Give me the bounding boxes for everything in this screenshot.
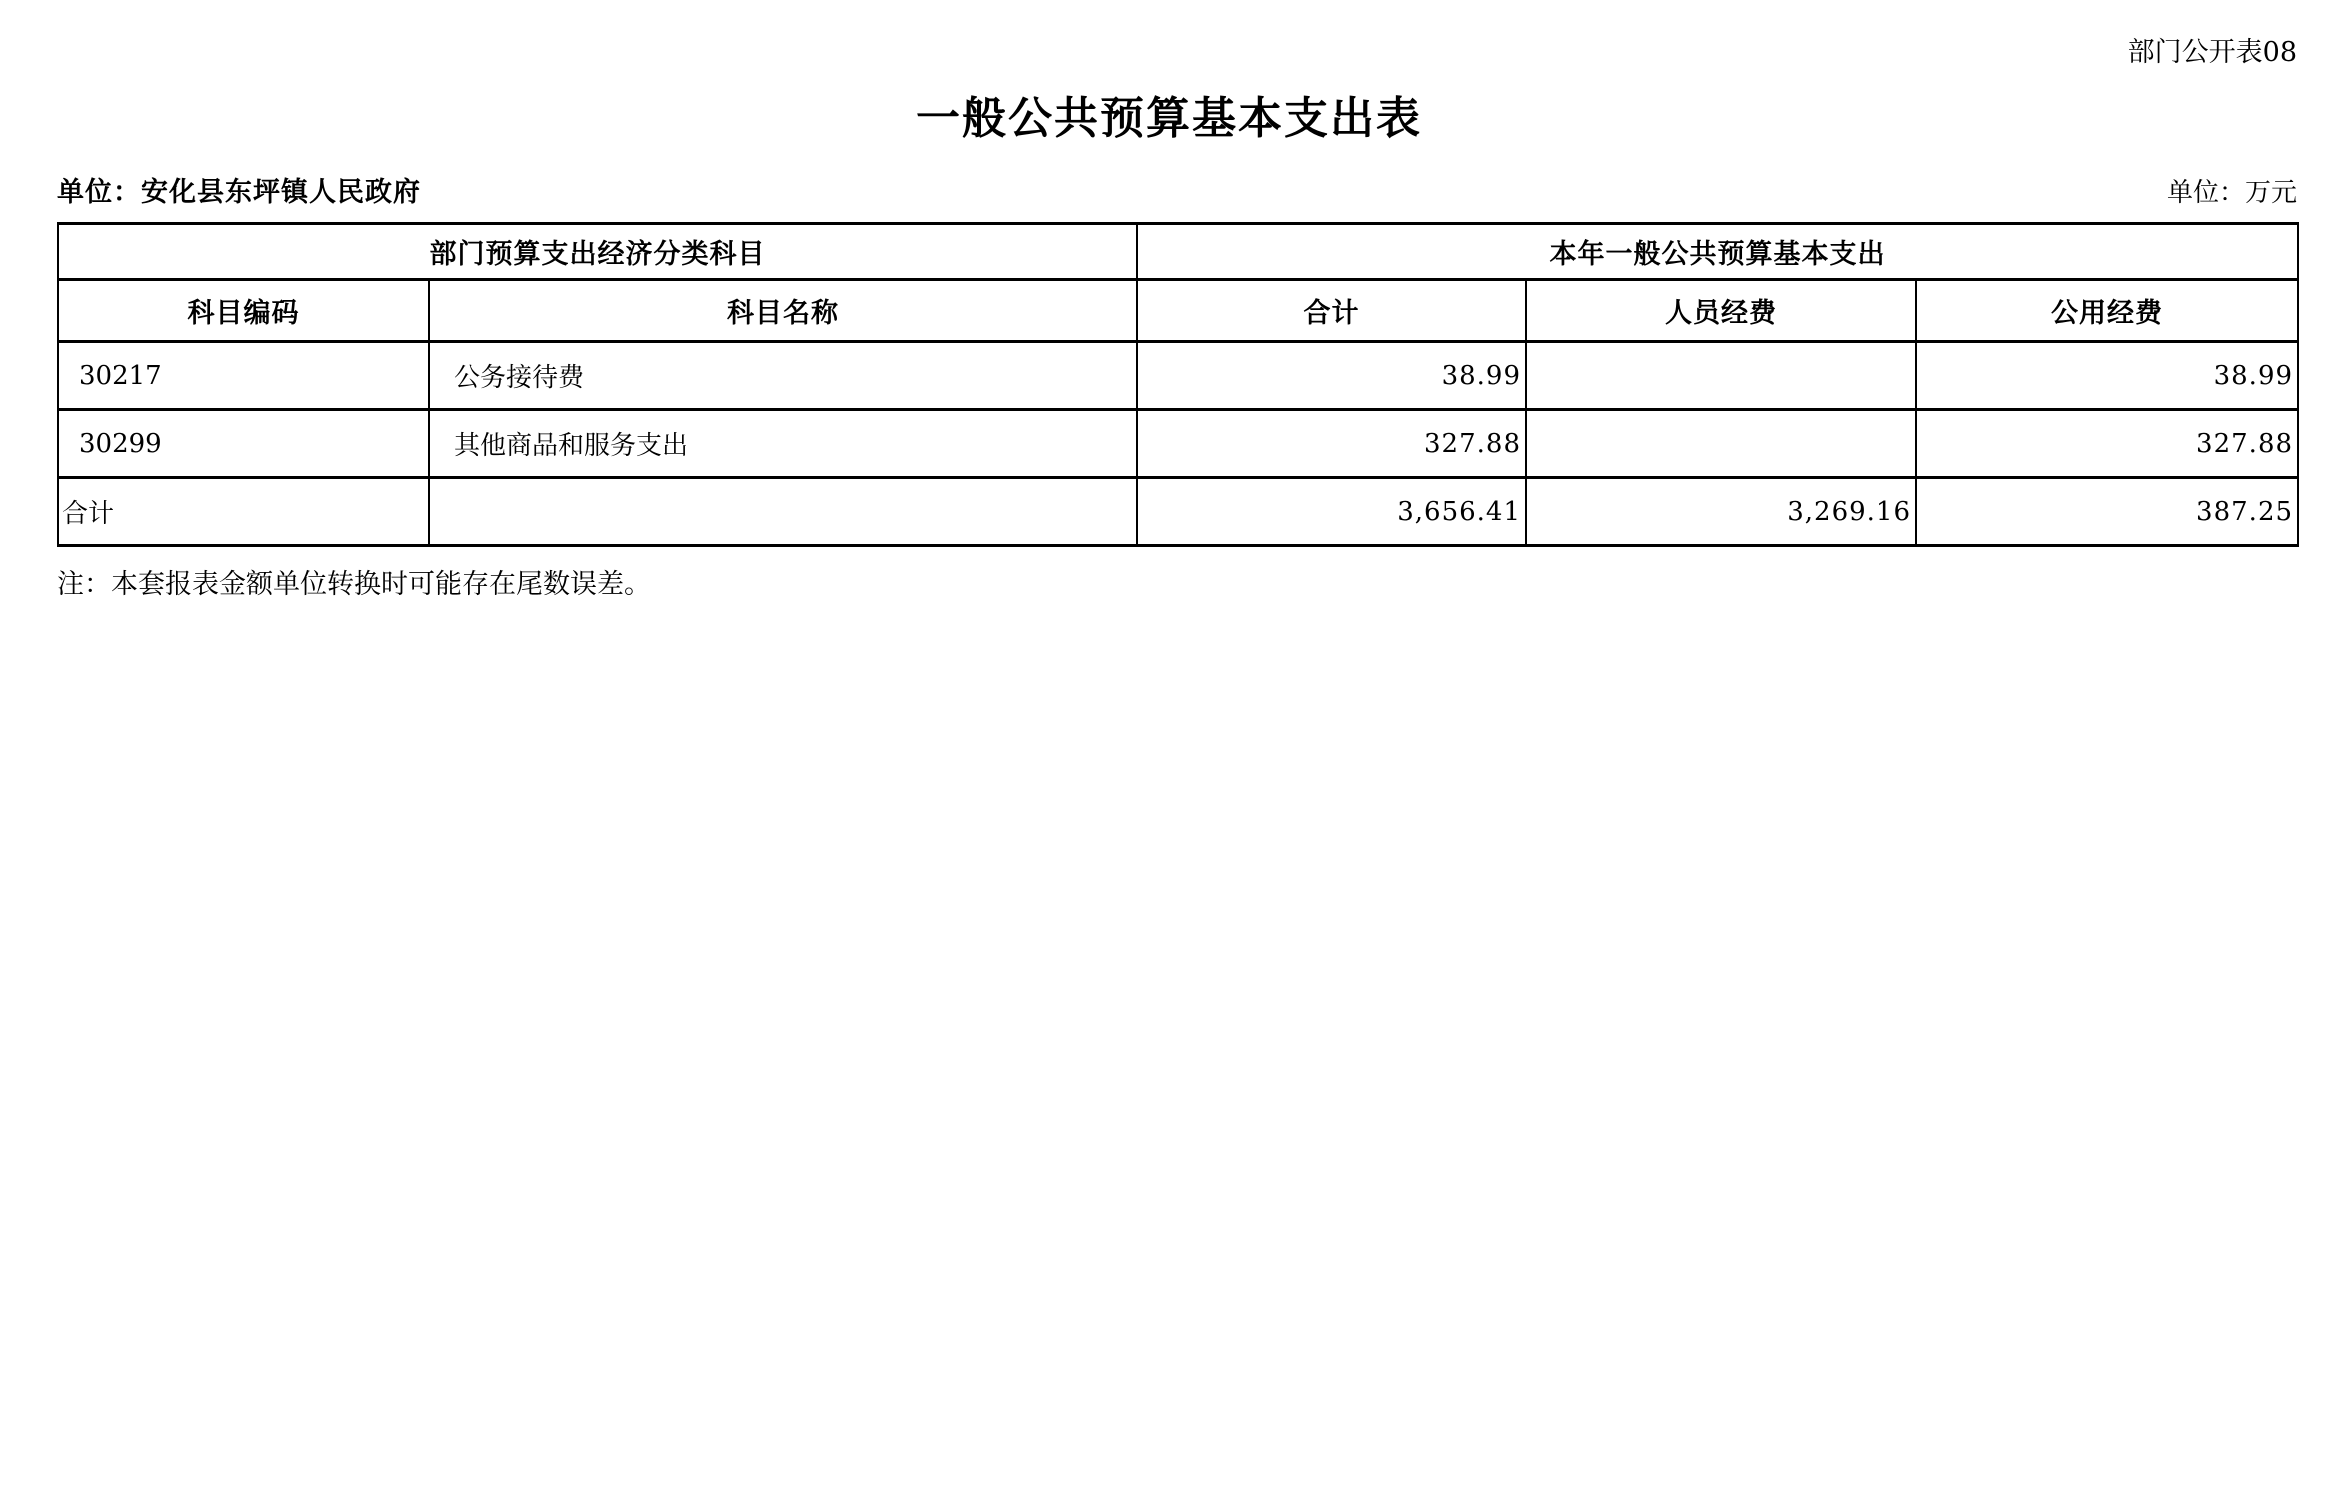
group-header-current-year-expenditure: 本年一般公共预算基本支出 [1137, 224, 2298, 280]
cell-personnel-amount: 3,269.16 [1526, 478, 1916, 546]
cell-subject-name: 公务接待费 [429, 342, 1137, 410]
col-header-subject-code: 科目编码 [58, 280, 429, 342]
cell-public-amount: 38.99 [1916, 342, 2298, 410]
total-row [58, 478, 2298, 546]
cell-total-amount: 38.99 [1137, 342, 1526, 410]
cell-personnel-amount [1526, 342, 1916, 410]
col-header-subject-name: 科目名称 [429, 280, 1137, 342]
cell-subject-name [429, 478, 1137, 546]
cell-subject-code: 30299 [58, 410, 429, 478]
page-title: 一般公共预算基本支出表 [916, 93, 1422, 144]
footnote: 注：本套报表金额单位转换时可能存在尾数误差。 [57, 569, 651, 600]
cell-public-amount: 327.88 [1916, 410, 2298, 478]
col-header-personnel-funds: 人员经费 [1526, 280, 1916, 342]
group-header-classification: 部门预算支出经济分类科目 [58, 224, 1137, 280]
unit-name-label: 单位：安化县东坪镇人民政府 [57, 177, 421, 208]
form-number-label: 部门公开表08 [2127, 37, 2297, 68]
group-header-row [58, 224, 2298, 280]
cell-personnel-amount [1526, 410, 1916, 478]
cell-subject-code: 30217 [58, 342, 429, 410]
cell-total-amount: 327.88 [1137, 410, 1526, 478]
cell-total-row-label: 合计 [58, 478, 429, 546]
col-header-public-funds: 公用经费 [1916, 280, 2298, 342]
column-header-row [58, 280, 2298, 342]
cell-public-amount: 387.25 [1916, 478, 2298, 546]
budget-table [57, 222, 2299, 547]
unit-row [57, 170, 2297, 209]
unit-currency-label: 单位：万元 [2166, 178, 2297, 208]
cell-total-amount: 3,656.41 [1137, 478, 1526, 546]
table-row [58, 342, 2298, 410]
table-row [58, 410, 2298, 478]
cell-subject-name: 其他商品和服务支出 [429, 410, 1137, 478]
col-header-total: 合计 [1137, 280, 1526, 342]
